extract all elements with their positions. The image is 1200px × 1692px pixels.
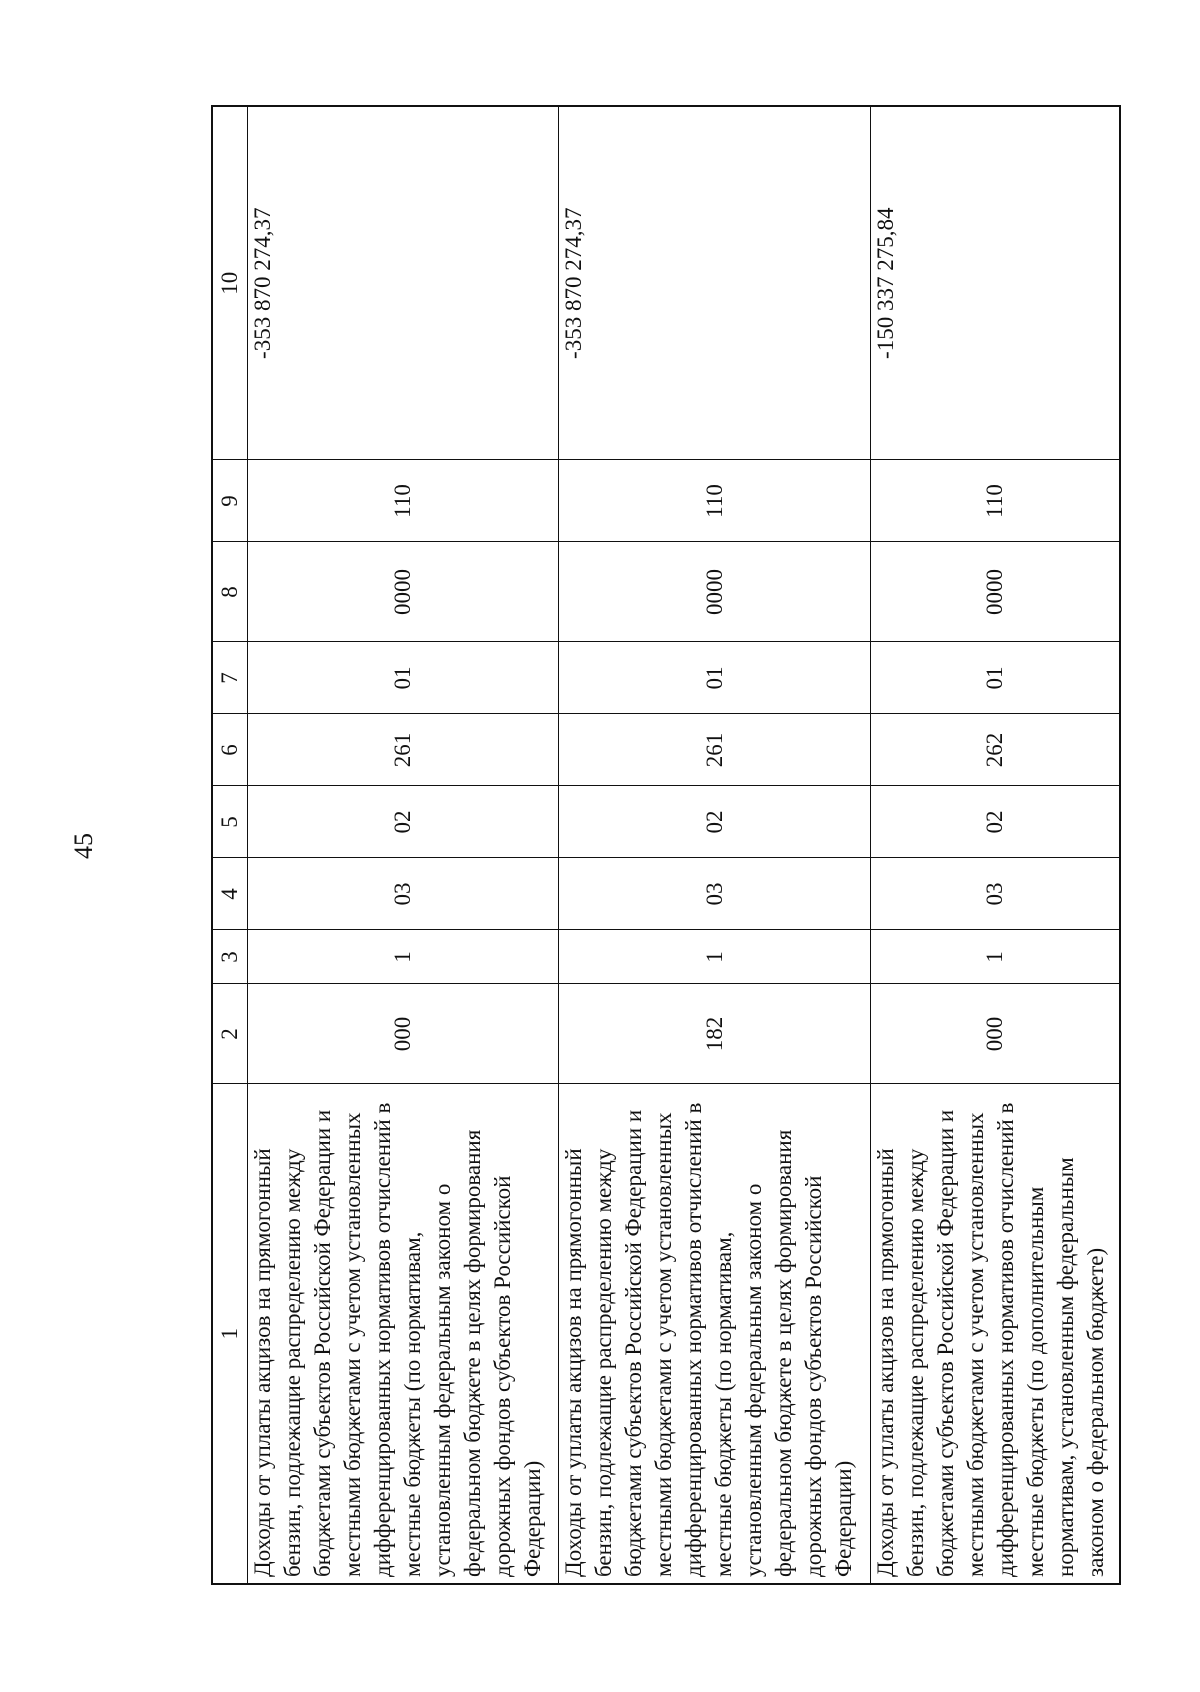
code-cell: 182 — [559, 984, 870, 1084]
description-cell: Доходы от уплаты акцизов на прямогонный бензин, подлежащие распределению между бюджетами субъектов Российской Федерации и местными бюджетами с учетом установленных дифференцированных нормативов отчислений в местные бюджеты (по дополнительным нормативам, установленным федеральным законом о федеральном бюджете) — [870, 1084, 1120, 1584]
code-cell: 0000 — [248, 542, 559, 642]
code-cell: 0000 — [870, 542, 1120, 642]
code-cell: 03 — [248, 858, 559, 930]
code-cell: 01 — [559, 642, 870, 714]
code-cell: 261 — [559, 714, 870, 786]
code-cell: 000 — [248, 984, 559, 1084]
revenue-table — [211, 105, 1121, 1585]
header-cell: 7 — [212, 642, 248, 714]
code-cell: 110 — [870, 460, 1120, 542]
amount-cell: -353 870 274,37 — [559, 106, 870, 460]
code-cell: 02 — [248, 786, 559, 858]
description-cell: Доходы от уплаты акцизов на прямогонный бензин, подлежащие распределению между бюджетами субъектов Российской Федерации и местными бюджетами с учетом установленных дифференцированных нормативов отчислений в местные бюджеты (по нормативам, установленным федеральным законом о федеральном бюджете в целях формирования дорожных фондов субъектов Российской Федерации) — [559, 1084, 870, 1584]
header-cell: 9 — [212, 460, 248, 542]
code-cell: 1 — [559, 930, 870, 984]
code-cell: 262 — [870, 714, 1120, 786]
amount-cell: -150 337 275,84 — [870, 106, 1120, 460]
table-row — [248, 106, 559, 1584]
table-row — [559, 106, 870, 1584]
code-cell: 110 — [248, 460, 559, 542]
code-cell: 261 — [248, 714, 559, 786]
code-cell: 03 — [559, 858, 870, 930]
table-row — [870, 106, 1120, 1584]
code-cell: 02 — [870, 786, 1120, 858]
description-cell: Доходы от уплаты акцизов на прямогонный бензин, подлежащие распределению между бюджетами субъектов Российской Федерации и местными бюджетами с учетом установленных дифференцированных нормативов отчислений в местные бюджеты (по нормативам, установленным федеральным законом о федеральном бюджете в целях формирования дорожных фондов субъектов Российской Федерации) — [248, 1084, 559, 1584]
code-cell: 1 — [870, 930, 1120, 984]
header-cell: 8 — [212, 542, 248, 642]
header-cell: 4 — [212, 858, 248, 930]
code-cell: 02 — [559, 786, 870, 858]
code-cell: 01 — [870, 642, 1120, 714]
amount-cell: -353 870 274,37 — [248, 106, 559, 460]
header-cell: 6 — [212, 714, 248, 786]
header-row — [212, 106, 248, 1584]
header-cell: 5 — [212, 786, 248, 858]
code-cell: 110 — [559, 460, 870, 542]
header-cell: 3 — [212, 930, 248, 984]
code-cell: 0000 — [559, 542, 870, 642]
header-cell: 1 — [212, 1084, 248, 1584]
code-cell: 000 — [870, 984, 1120, 1084]
header-cell: 2 — [212, 984, 248, 1084]
page-number: 45 — [69, 833, 98, 859]
header-cell: 10 — [212, 106, 248, 460]
code-cell: 01 — [248, 642, 559, 714]
code-cell: 1 — [248, 930, 559, 984]
rotated-table-container — [211, 107, 1121, 1585]
code-cell: 03 — [870, 858, 1120, 930]
